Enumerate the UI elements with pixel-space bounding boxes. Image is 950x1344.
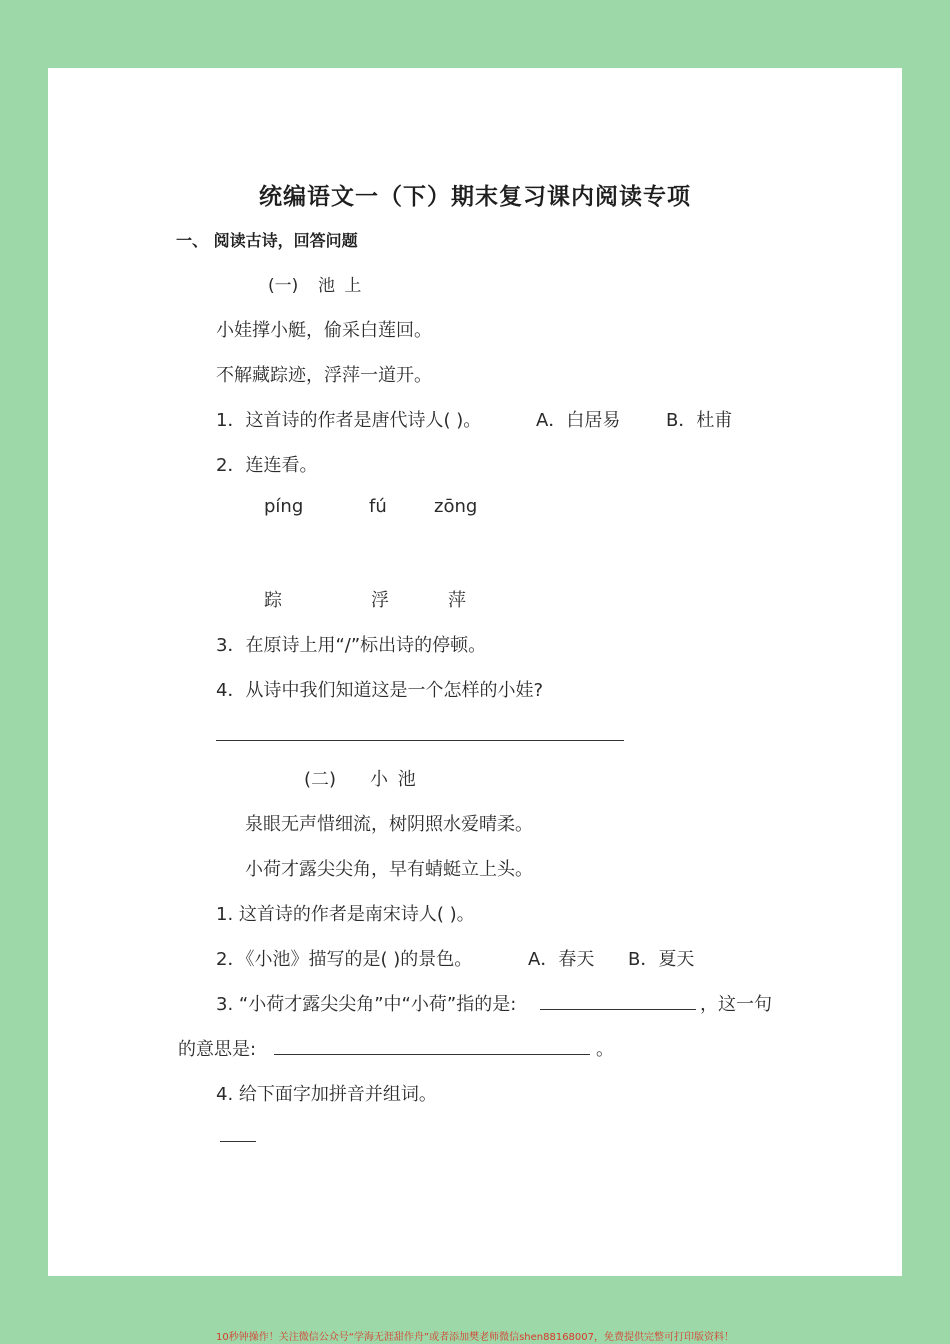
footer-promo: 10秒钟操作！关注微信公众号“学海无涯甜作舟”或者添加樊老师微信shen88168007，免费提供完整可打印版资料！	[215, 1332, 735, 1343]
worksheet-page	[48, 68, 902, 1276]
poem1-q1-option-a: A．白居易	[536, 410, 621, 431]
poem2-heading-number: (二)	[304, 769, 337, 790]
poem2-question3-cont: 的意思是:	[178, 1039, 257, 1060]
poem2-q2-option-b: B．夏天	[628, 949, 695, 970]
section-heading: 一、 阅读古诗，回答问题	[176, 231, 358, 250]
poem2-question3-mid: ，这一句	[700, 994, 772, 1015]
pinyin-ping: píng	[264, 496, 304, 517]
poem2-line1: 泉眼无声惜细流，树阴照水爱晴柔。	[245, 814, 533, 835]
char-fu: 浮	[371, 590, 389, 611]
poem2-question2: 2．《小池》描写的是( )的景色。	[216, 949, 473, 970]
pinyin-fu: fú	[369, 496, 387, 517]
poem1-heading-name: 池 上	[318, 276, 364, 296]
poem1-question1: 1．这首诗的作者是唐代诗人( )。	[216, 410, 482, 431]
poem1-q1-option-b: B．杜甫	[666, 410, 733, 431]
answer-line	[274, 1054, 590, 1055]
poem1-question3: 3．在原诗上用“/”标出诗的停顿。	[216, 635, 487, 656]
poem1-line1: 小娃撑小艇，偷采白莲回。	[216, 320, 432, 341]
poem2-q2-option-a: A．春天	[528, 949, 595, 970]
pinyin-zong: zōng	[434, 496, 478, 517]
answer-line	[216, 740, 624, 741]
poem1-question2: 2．连连看。	[216, 455, 318, 476]
poem2-line2: 小荷才露尖尖角，早有蜻蜓立上头。	[245, 859, 533, 880]
poem2-question3-end: 。	[596, 1039, 614, 1060]
poem1-line2: 不解藏踪迹，浮萍一道开。	[216, 365, 432, 386]
answer-line	[220, 1141, 256, 1142]
poem2-question3: 3. “小荷才露尖尖角”中“小荷”指的是:	[216, 994, 517, 1015]
answer-line	[540, 1009, 696, 1010]
poem1-heading-number: (一)	[268, 276, 299, 296]
poem2-question1: 1. 这首诗的作者是南宋诗人( )。	[216, 904, 475, 925]
page-title: 统编语文一（下）期末复习课内阅读专项	[259, 184, 691, 210]
char-zong: 踪	[264, 590, 282, 611]
poem1-question4: 4．从诗中我们知道这是一个怎样的小娃?	[216, 680, 544, 701]
poem2-heading-name: 小 池	[370, 769, 418, 790]
poem2-question4: 4. 给下面字加拼音并组词。	[216, 1084, 437, 1105]
char-ping: 萍	[448, 590, 466, 611]
